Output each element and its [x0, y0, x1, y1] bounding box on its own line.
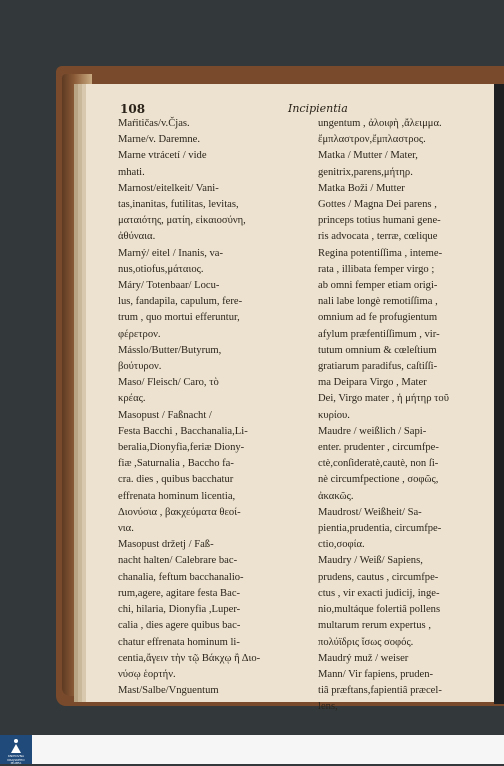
text-line: ἀθύναια.: [118, 231, 156, 243]
text-line: ἔμπλαστρον,ἔμπλαστρος.: [318, 134, 426, 146]
text-line: ab omni femper etiam origi-: [318, 280, 438, 292]
text-line: chi, hilaria, Dionyfia ,Luper-: [118, 604, 241, 616]
library-logo: [0, 735, 32, 764]
right-column: [318, 116, 489, 716]
text-line: enter. prudenter , circumfpe-: [318, 442, 439, 454]
text-line: prudens, cautus , circumfpe-: [318, 571, 439, 583]
text-line: afylum præfentiſſimum , vir-: [318, 328, 440, 340]
library-emblem-icon: [9, 738, 23, 754]
text-line: κυρίου.: [318, 409, 350, 421]
text-line: Maŕitičas/v.Čjas.: [118, 118, 190, 129]
text-line: Maudrý muž / weiser: [318, 652, 409, 664]
library-name: KNIHOVNA KRAJSKÉHO MUZEA: [7, 754, 25, 765]
text-line: Marnost/eitelkeit/ Vani-: [118, 182, 219, 194]
text-line: ris advocata , terræ, cœlique: [318, 231, 438, 243]
text-line: ἀκακῶς.: [318, 490, 354, 502]
text-line: νύσῳ ἑορτήν.: [118, 668, 176, 680]
text-line: φέρετρον.: [118, 328, 161, 340]
text-line: Maudry / Weiß/ Sapiens,: [318, 555, 423, 567]
left-column: [118, 116, 313, 699]
text-line: ματαιότης, ματίη, εἰκαιοσύνη,: [118, 215, 246, 227]
text-line: pientia,prudentia, circumfpe-: [318, 523, 442, 535]
text-line: ctio,σοφία.: [318, 539, 365, 551]
text-line: multarum rerum expertus ,: [318, 620, 431, 632]
text-line: ctè,conſideratè,cautè, non ſi-: [318, 458, 439, 470]
text-line: νια.: [118, 523, 134, 535]
text-line: genitrix,parens,μήτηρ.: [318, 166, 413, 178]
text-line: Maudre / weißlich / Sapi-: [318, 425, 427, 437]
text-line: lens,: [318, 701, 338, 713]
text-line: beralia,Dionyfia,feriæ Diony-: [118, 442, 245, 454]
text-line: nus,otiofus,μάταιος.: [118, 263, 204, 275]
text-line: nali labe longè remotiſſima ,: [318, 296, 438, 308]
text-line: chanalia, feftum bacchanalio-: [118, 571, 244, 583]
text-line: princeps totius humani gene-: [318, 215, 441, 227]
text-line: Matka Boži / Mutter: [318, 182, 405, 194]
text-line: Maso/ Fleisch/ Caro, τὸ: [118, 377, 219, 389]
text-line: calia , dies agere quibus bac-: [118, 620, 241, 632]
text-line: nè circumfpectione , σοφῶς,: [318, 474, 439, 486]
text-line: nacht halten/ Calebrare bac-: [118, 555, 238, 567]
text-line: Máry/ Totenbaar/ Locu-: [118, 280, 220, 292]
text-line: πολύϊδρις ἴσως σοφός.: [318, 636, 414, 648]
text-line: chatur effrenata hominum li-: [118, 636, 240, 648]
text-line: fiæ ,Saturnalia , Baccho fa-: [118, 458, 234, 470]
text-line: rata , illibata femper virgo ;: [318, 263, 435, 275]
text-line: mhati.: [118, 166, 145, 178]
text-line: Διονύσια , βακχεύματα θεοί-: [118, 506, 241, 518]
text-line: nio,multáque folertiâ pollens: [318, 604, 441, 616]
text-line: gratiarum paradifus, caſtiſſi-: [318, 361, 438, 373]
text-line: Festa Bacchi , Bacchanalia,Li-: [118, 425, 248, 437]
text-line: cra. dies , quibus bacchatur: [118, 474, 234, 486]
text-line: Gottes / Magna Dei parens ,: [318, 199, 437, 211]
text-line: Maudrost/ Weißheit/ Sa-: [318, 506, 422, 518]
text-line: effrenata hominum licentia,: [118, 490, 236, 502]
text-line: Matka / Mutter / Mater,: [318, 150, 418, 162]
text-line: βούτυρον.: [118, 361, 162, 373]
page-number: 108: [120, 102, 146, 116]
text-line: tutum omnium & cœleſtium: [318, 344, 437, 356]
text-line: Dei, Virgo mater , ἡ μήτηρ τοῦ: [318, 393, 449, 405]
text-line: omnium ad fe profugientum: [318, 312, 438, 324]
text-line: tiâ præftans,fapientiâ præcel-: [318, 685, 442, 697]
page-gutter: [494, 84, 504, 704]
text-line: tas,inanitas, futilitas, levitas,: [118, 199, 239, 211]
text-line: Regina potentiſſima , inteme-: [318, 247, 443, 259]
text-line: lus, fandapila, capulum, fere-: [118, 296, 243, 308]
text-line: Mast/Salbe/Vnguentum: [118, 685, 219, 697]
text-line: ungentum , ἀλοιφὴ ,ἄλειμμα.: [318, 118, 442, 129]
text-line: Másslo/Butter/Butyrum,: [118, 344, 222, 356]
running-head: Incipientia: [288, 102, 348, 115]
text-line: Masopust držetj / Faß-: [118, 539, 214, 551]
text-line: Masopust / Faßnacht /: [118, 409, 212, 421]
text-line: ma Deipara Virgo , Mater: [318, 377, 427, 389]
text-line: Marne/v. Daremne.: [118, 134, 200, 146]
text-line: Marný/ eitel / Inanis, va-: [118, 247, 224, 259]
text-line: Mann/ Vir fapiens, pruden-: [318, 668, 434, 680]
viewer-footer: [0, 735, 504, 764]
text-line: rum,agere, agitare festa Bac-: [118, 587, 241, 599]
text-line: κρέας.: [118, 393, 146, 405]
text-line: centia,ἄγειν τὴν τῷ Βάκχῳ ἢ Διο-: [118, 652, 261, 664]
text-line: Marne vtrácetí / vide: [118, 150, 207, 162]
text-line: trum , quo mortui efferuntur,: [118, 312, 240, 324]
text-line: ctus , vir exacti judicij, inge-: [318, 587, 440, 599]
